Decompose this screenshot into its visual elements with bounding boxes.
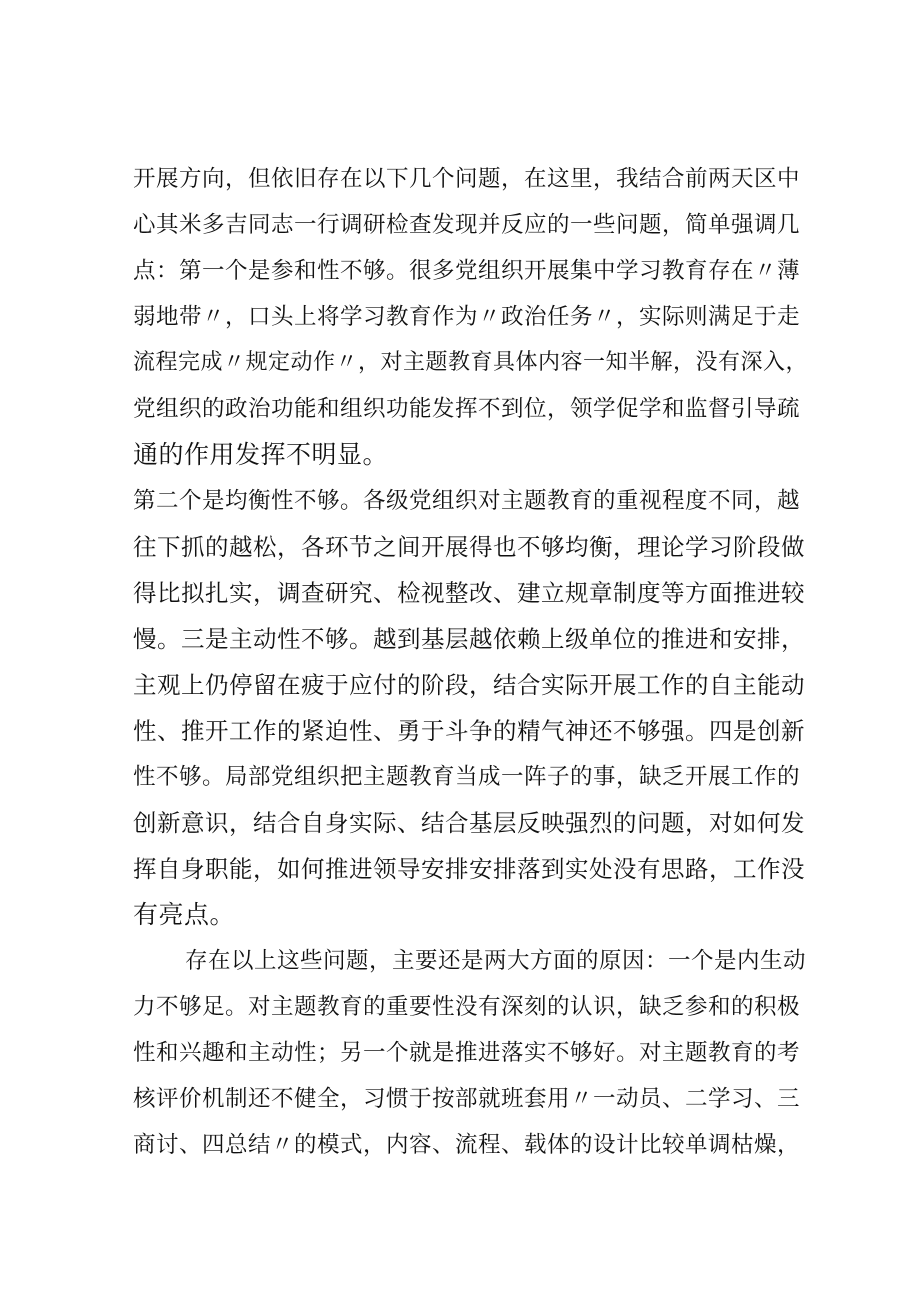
text-line: 流程完成〃规定动作〃，对主题教育具体内容一知半解，没有深入， bbox=[133, 350, 809, 375]
text-line: 创新意识，结合自身实际、结合基层反映强烈的问题，对如何发 bbox=[133, 809, 805, 837]
text-line: 有亮点。 bbox=[133, 900, 236, 929]
text-line: 开展方向，但依旧存在以下几个问题，在这里，我结合前两天区中 bbox=[133, 166, 801, 192]
text-line: 心其米多吉同志一行调研检查发现并反应的一些问题，简单强调几 bbox=[133, 212, 801, 238]
text-line: 得比拟扎实，调查研究、检视整改、建立规章制度等方面推进较 bbox=[133, 579, 805, 607]
text-line: 通的作用发挥不明显。 bbox=[133, 440, 389, 469]
text-line: 存在以上这些问题，主要还是两大方面的原因：一个是内生动 bbox=[185, 948, 807, 974]
text-line: 挥自身职能，如何推进领导安排安排落到实处没有思路，工作没 bbox=[133, 855, 805, 883]
text-line: 商讨、四总结〃的模式，内容、流程、载体的设计比较单调枯燥， bbox=[133, 1132, 801, 1158]
text-line: 性、推开工作的紧迫性、勇于斗争的精气神还不够强。四是创新 bbox=[133, 717, 805, 745]
text-line: 力不够足。对主题教育的重要性没有深刻的认识，缺乏参和的积极 bbox=[133, 994, 801, 1020]
text-line: 点：第一个是参和性不够。很多党组织开展集中学习教育存在〃薄 bbox=[133, 258, 801, 284]
text-line: 慢。三是主动性不够。越到基层越依赖上级单位的推进和安排， bbox=[133, 625, 805, 653]
text-line: 往下抓的越松，各环节之间开展得也不够均衡，理论学习阶段做 bbox=[133, 533, 805, 561]
text-line: 党组织的政治功能和组织功能发挥不到位，领学促学和监督引导疏 bbox=[133, 396, 801, 422]
text-line: 性不够。局部党组织把主题教育当成一阵子的事，缺乏开展工作的 bbox=[133, 764, 801, 790]
text-line: 第二个是均衡性不够。各级党组织对主题教育的重视程度不同，越 bbox=[133, 488, 801, 514]
text-line: 主观上仍停留在疲于应付的阶段，结合实际开展工作的自主能动 bbox=[133, 671, 805, 699]
text-line: 核评价机制还不健全，习惯于按部就班套用〃一动员、二学习、三 bbox=[133, 1086, 801, 1112]
text-line: 弱地带〃，口头上将学习教育作为〃政治任务〃，实际则满足于走 bbox=[133, 304, 801, 330]
text-line: 性和兴趣和主动性；另一个就是推进落实不够好。对主题教育的考 bbox=[133, 1040, 801, 1066]
